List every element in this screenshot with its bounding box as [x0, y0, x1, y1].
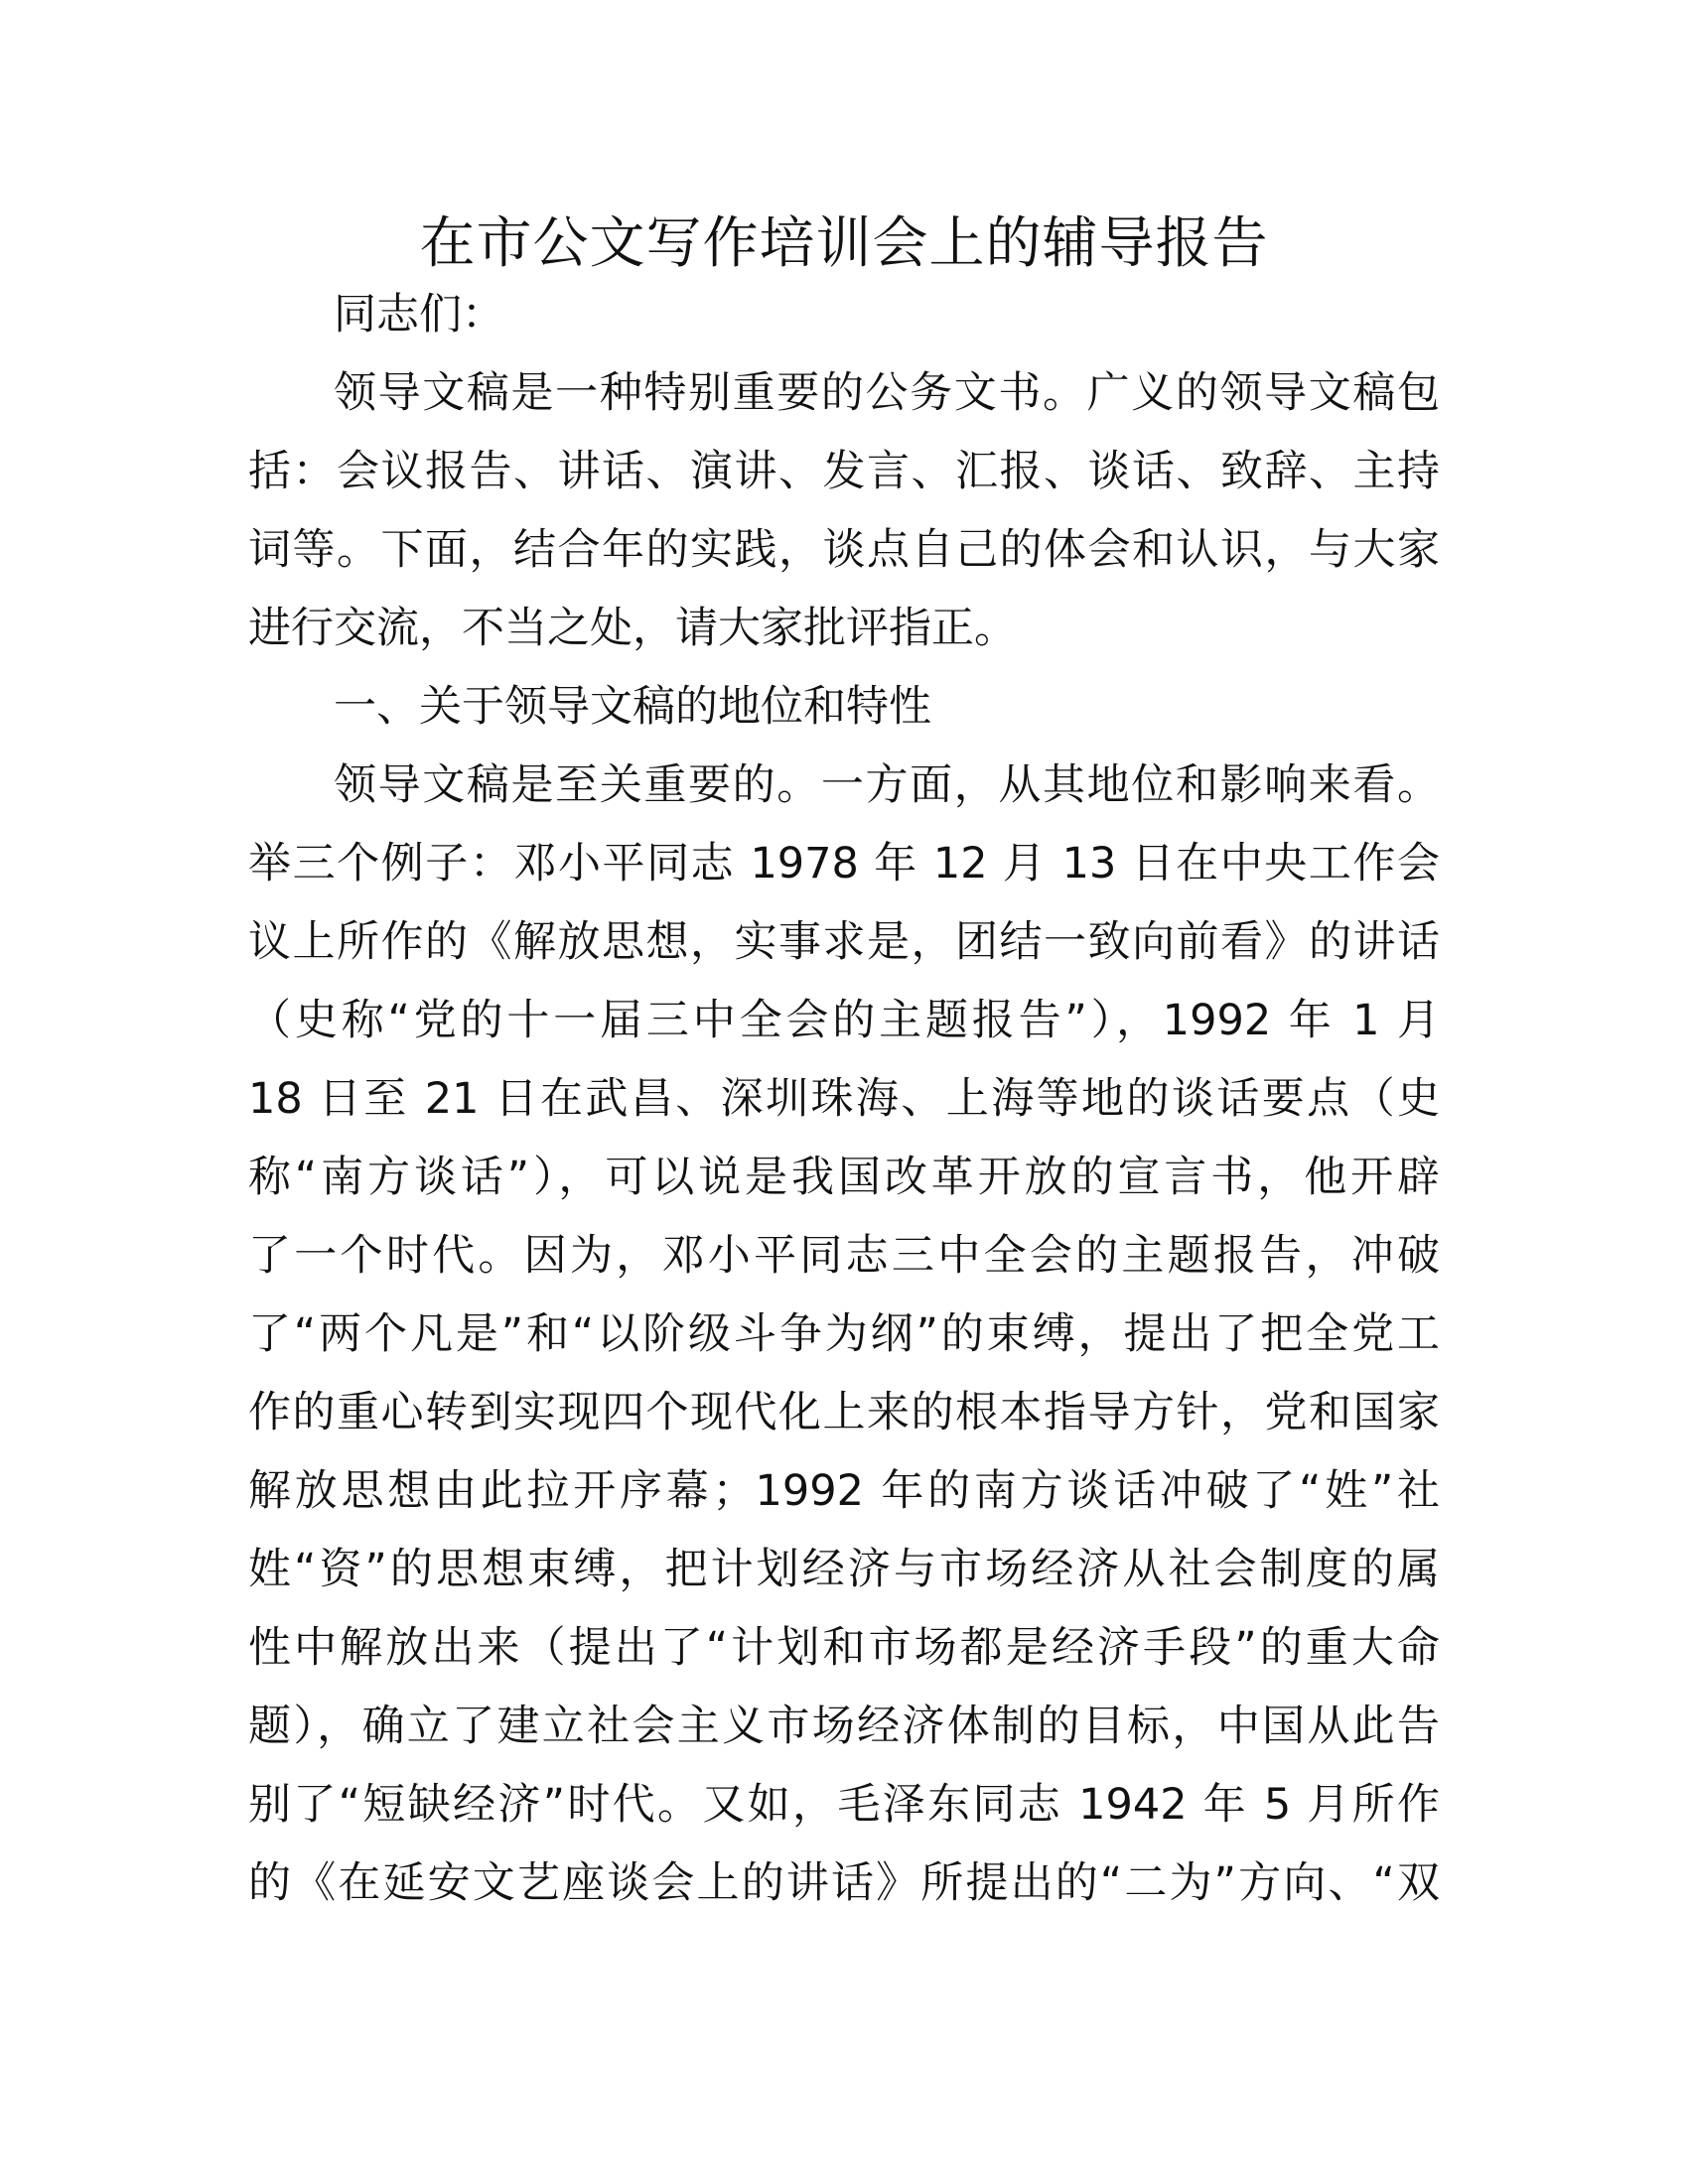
paragraph-line: 姓“资”的思想束缚，把计划经济与市场经济从社会制度的属: [248, 1545, 1440, 1594]
salutation: 同志们：: [334, 290, 504, 340]
paragraph-line: 称“南方谈话”），可以说是我国改革开放的宣言书，他开辟: [248, 1153, 1440, 1202]
section-heading: 一、关于领导文稿的地位和特性: [334, 682, 931, 732]
paragraph-line: 性中解放出来（提出了“计划和市场都是经济手段”的重大命: [248, 1623, 1440, 1673]
paragraph-line: 议上所作的《解放思想，实事求是，团结一致向前看》的讲话: [248, 917, 1440, 967]
paragraph-line: 了“两个凡是”和“以阶级斗争为纲”的束缚，提出了把全党工: [248, 1309, 1440, 1359]
paragraph-line: 括：会议报告、讲话、演讲、发言、汇报、谈话、致辞、主持: [248, 447, 1440, 496]
paragraph-line: 领导文稿是一种特别重要的公务文书。广义的领导文稿包: [334, 368, 1440, 418]
paragraph-line: 别了“短缺经济”时代。又如，毛泽东同志 1942 年 5 月所作: [248, 1780, 1440, 1830]
paragraph-status: [248, 747, 1440, 1923]
document-body: [248, 276, 1440, 1923]
paragraph-line: 了一个时代。因为，邓小平同志三中全会的主题报告，冲破: [248, 1231, 1440, 1281]
paragraph-line: 举三个例子：邓小平同志 1978 年 12 月 13 日在中央工作会: [248, 839, 1440, 888]
paragraph-line: 领导文稿是至关重要的。一方面，从其地位和影响来看。: [334, 760, 1440, 810]
paragraph-line: 进行交流，不当之处，请大家批评指正。: [248, 604, 1017, 653]
document-title: 在市公文写作培训会上的辅导报告: [419, 211, 1269, 276]
paragraph-line: 词等。下面，结合年的实践，谈点自己的体会和认识，与大家: [248, 525, 1440, 575]
paragraph-line: 的《在延安文艺座谈会上的讲话》所提出的“二为”方向、“双: [248, 1858, 1440, 1908]
paragraph-line: 解放思想由此拉开序幕；1992 年的南方谈话冲破了“姓”社: [248, 1466, 1440, 1516]
paragraph-line: （史称“党的十一届三中全会的主题报告”），1992 年 1 月: [248, 996, 1440, 1045]
paragraph-line: 作的重心转到实现四个现代化上来的根本指导方针，党和国家: [248, 1388, 1440, 1437]
paragraph-line: 18 日至 21 日在武昌、深圳珠海、上海等地的谈话要点（史: [248, 1074, 1440, 1124]
paragraph-line: 题），确立了建立社会主义市场经济体制的目标，中国从此告: [248, 1702, 1440, 1751]
paragraph-intro: [248, 354, 1440, 668]
